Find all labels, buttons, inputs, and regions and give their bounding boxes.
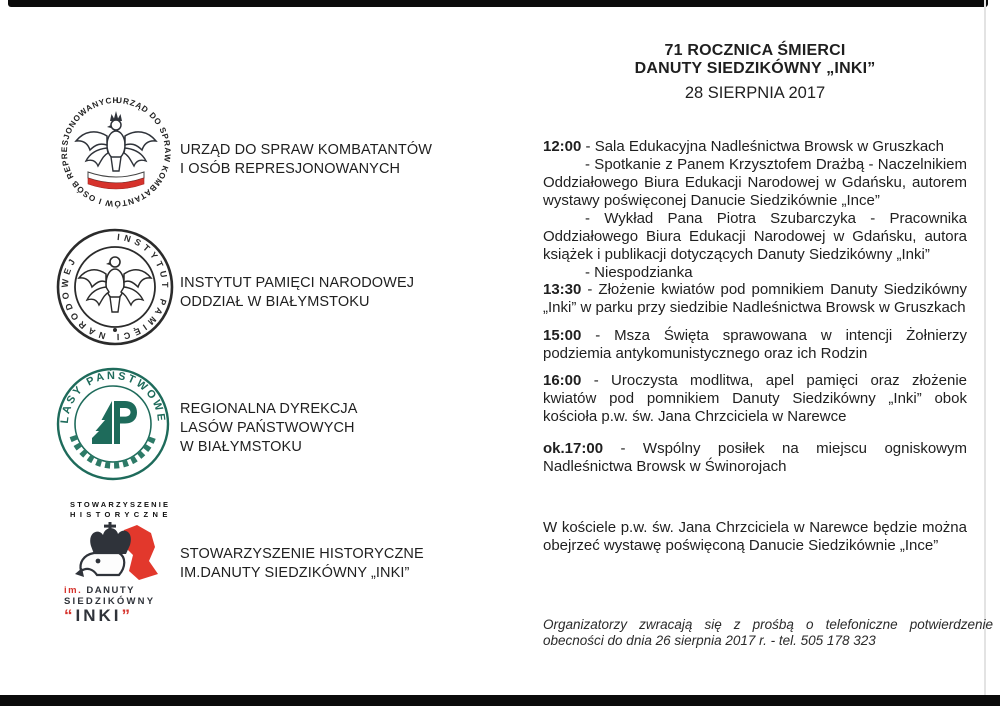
schedule-subitem: - Wykład Pana Piotra Szubarczyka - Pracownika Oddziałowego Biura Edukacji Narodowej w Gdańsku, autora książek i publikacji dotyczących Danuty Siedzikówny „Inki” [543, 210, 967, 263]
quote-open: “ [64, 606, 76, 625]
org-label-ipn [180, 274, 414, 312]
caption-name: DANUTY [86, 585, 135, 596]
schedule-text: - Msza Święta sprawowana w intencji Żołnierzy podziemia antykomunistycznego oraz ich Rodzin [543, 327, 967, 362]
org-label-line: REGIONALNA DYREKCJA [180, 401, 358, 417]
scan-artifact-bottom [0, 695, 1000, 706]
eagle-icon [79, 257, 151, 312]
eagle-icon [76, 111, 156, 171]
inka-logo-caption-line2: SIEDZIKÓWNY [64, 596, 156, 607]
schedule-line [543, 138, 967, 156]
event-header [543, 42, 967, 102]
udskior-seal-ring-text: URZĄD DO SPRAW KOMBATANTÓW I OSÓB REPRESJONOWANYCH [59, 95, 173, 209]
schedule-entry [543, 281, 967, 317]
org-label-udskior [180, 141, 432, 179]
inka-logo-caption-line3 [64, 607, 180, 624]
org-label-line: STOWARZYSZENIE HISTORYCZNE [180, 546, 424, 562]
flag-ribbon-icon [88, 172, 144, 189]
exhibition-note: W kościele p.w. św. Jana Chrzciciela w Narewce będzie można obejrzeć wystawę poświęconą Danucie Siedzikównie „Ince” [543, 519, 967, 554]
state-forests-logo [52, 366, 174, 482]
inka-society-logo [62, 500, 180, 624]
schedule-line [543, 440, 967, 476]
schedule-text: - Wspólny posiłek na miejscu ogniskowym Nadleśnictwa Browsk w Świnorojach [543, 440, 967, 475]
schedule-subitem: - Spotkanie z Panem Krzysztofem Drażbą - Naczelnikiem Oddziałowego Biura Edukacji Narodowej w Gdańsku, autorem wystawy poświęconej Danucie Siedzikównie „Ince” [543, 156, 967, 209]
event-title-line1: 71 ROCZNICA ŚMIERCI [664, 42, 846, 59]
crowned-eagle-head-icon [75, 522, 131, 577]
org-label-inka-society [180, 545, 424, 583]
schedule-entry [543, 372, 967, 426]
event-date: 28 SIERPNIA 2017 [684, 84, 826, 102]
schedule-time: 16:00 [543, 372, 582, 389]
schedule-line [543, 281, 967, 317]
caption-im: im. [64, 585, 83, 596]
schedule-entry [543, 440, 967, 476]
schedule-time: ok.17:00 [543, 440, 604, 457]
event-title-line2: DANUTY SIEDZIKÓWNY „INKI” [634, 59, 876, 77]
ring-dot [113, 328, 117, 332]
org-label-line: W BIAŁYMSTOKU [180, 439, 302, 455]
ipn-seal-logo [54, 226, 176, 348]
org-label-line: ODDZIAŁ W BIAŁYMSTOKU [180, 294, 370, 310]
scan-artifact-top [8, 0, 988, 7]
schedule-text: - Złożenie kwiatów pod pomnikiem Danuty Siedzikówny „Inki” w parku przy siedzibie Nadleśnictwa Browsk w Gruszkach [543, 281, 967, 316]
inka-logo-caption-line1 [64, 585, 180, 596]
schedule-subitem: - Niespodzianka [585, 264, 693, 281]
schedule-time: 15:00 [543, 327, 582, 344]
state-forests-arc-text: LASY PAŃSTWOWE [58, 369, 168, 425]
schedule-text: - Uroczysta modlitwa, apel pamięci oraz złożenie kwiatów pod pomnikiem Danuty Siedzikówny „Inki” obok kościoła p.w. św. Jana Chrzciciela w Narewce [543, 372, 967, 425]
schedule-entry [543, 327, 967, 363]
org-label-line: IM.DANUTY SIEDZIKÓWNY „INKI” [180, 565, 410, 581]
schedule-line [543, 327, 967, 363]
ipn-seal-ring-text: INSTYTUT PAMIĘCI NARODOWEJ [59, 231, 170, 343]
org-label-line: URZĄD DO SPRAW KOMBATANTÓW [180, 142, 433, 158]
schedule-time: 13:30 [543, 281, 582, 298]
org-label-rdlp [180, 400, 358, 457]
caption-inki: INKI [75, 606, 122, 625]
udskior-seal-logo [58, 94, 174, 210]
schedule-entry [543, 138, 967, 282]
scan-artifact-right-line [984, 0, 986, 706]
schedule-time: 12:00 [543, 138, 582, 155]
inka-eagle-map-icon [74, 522, 166, 584]
schedule-line [543, 372, 967, 426]
org-label-line: LASÓW PAŃSTWOWYCH [180, 420, 355, 436]
schedule-text: - Sala Edukacyjna Nadleśnictwa Browsk w Gruszkach [581, 138, 945, 155]
contact-note: Organizatorzy zwracają się z prośbą o telefoniczne potwierdzenie obecności do dnia 26 sierpnia 2017 r. - tel. 505 178 323 [543, 617, 993, 648]
org-label-line: INSTYTUT PAMIĘCI NARODOWEJ [180, 275, 415, 291]
tree-monogram-icon [92, 401, 137, 444]
org-label-line: I OSÓB REPRESJONOWANYCH [180, 161, 401, 177]
inka-logo-header-line2: HISTORYCZNE [70, 510, 172, 519]
inka-logo-header-line1: STOWARZYSZENIE [70, 500, 171, 509]
quote-close: ” [121, 606, 133, 625]
svg-text:LASY PAŃSTWOWE [59, 369, 167, 424]
